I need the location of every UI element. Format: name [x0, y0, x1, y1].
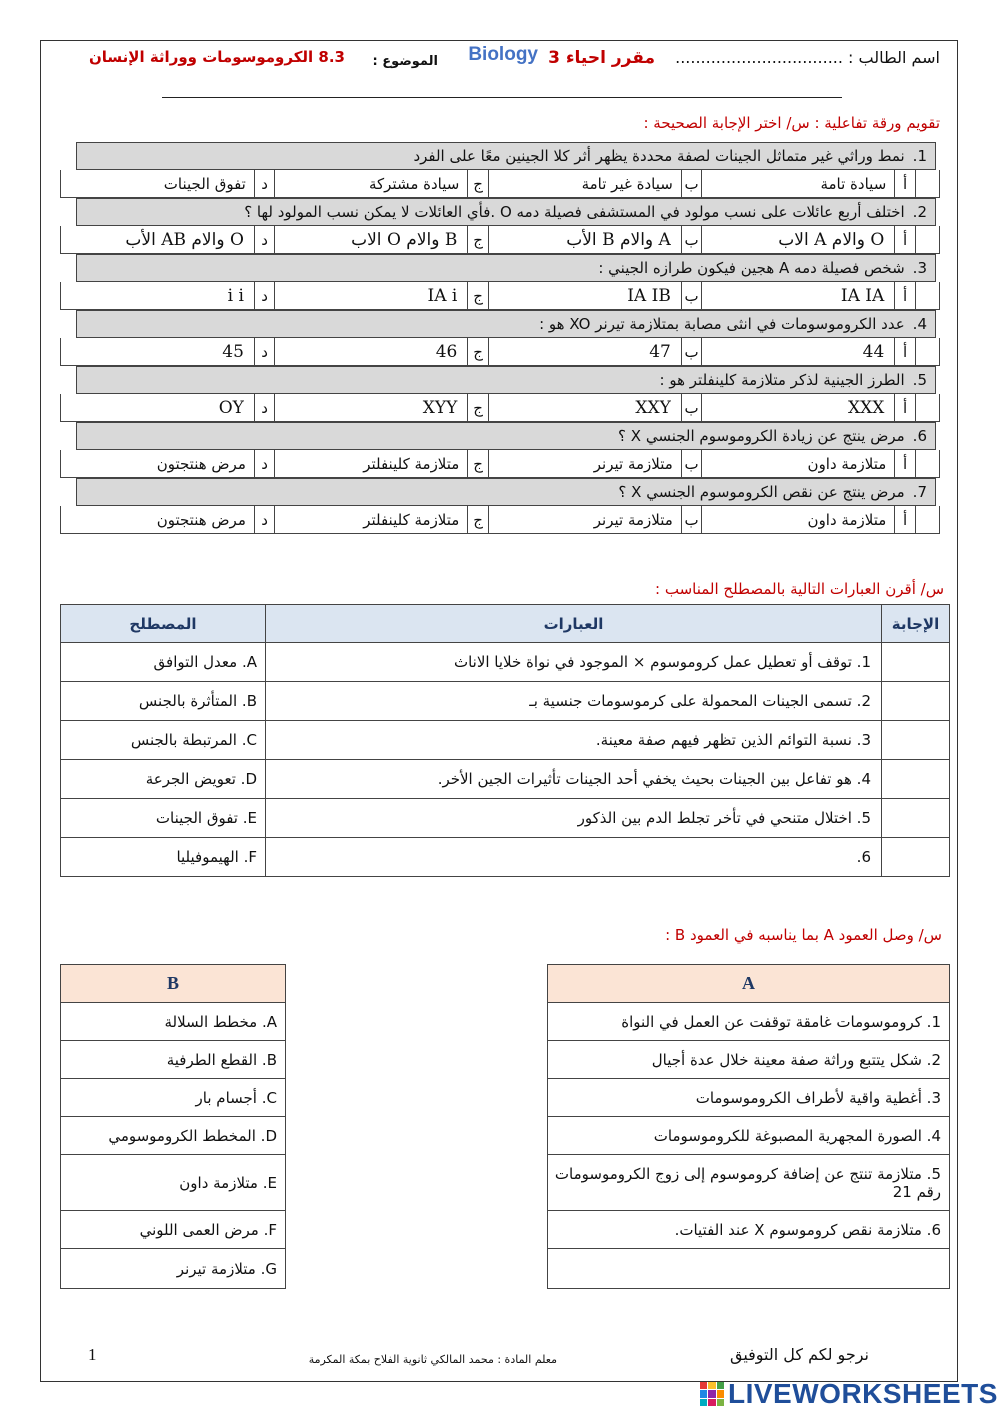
- option-letter: ب: [681, 282, 702, 309]
- option-letter: ج: [467, 450, 488, 477]
- column-b-header: B: [61, 965, 286, 1003]
- options-row: [60, 170, 940, 198]
- question-row: [76, 422, 936, 450]
- column-b-row: [61, 1079, 286, 1117]
- option-letter: أ: [894, 282, 915, 309]
- term-cell: D. تعويض الجرعة: [61, 760, 266, 799]
- option-2[interactable]: متلازمة تيرنر: [488, 506, 681, 533]
- header-divider: [162, 97, 842, 98]
- option-2[interactable]: سيادة غير تامة: [488, 170, 681, 197]
- column-a-row: [548, 1155, 950, 1211]
- column-a-row: [548, 1211, 950, 1249]
- option-3[interactable]: IA i: [274, 282, 467, 309]
- match-row: [61, 721, 950, 760]
- option-letter: ب: [681, 170, 702, 197]
- statement-cell: 2. تسمى الجينات المحمولة على كرموسومات جنسية بـ: [266, 682, 882, 721]
- mcq-title: تقويم ورقة تفاعلية : س/ اختر الإجابة الصحيحة :: [643, 114, 940, 132]
- column-a-row: [548, 1117, 950, 1155]
- option-letter: د: [254, 282, 275, 309]
- options-row: [60, 506, 940, 534]
- option-3[interactable]: سيادة مشتركة: [274, 170, 467, 197]
- question-row: [76, 198, 936, 226]
- option-1[interactable]: 44: [701, 338, 894, 365]
- topic-label: الموضوع :: [372, 54, 438, 69]
- option-spacer: [915, 506, 939, 533]
- question-text: مرض ينتج عن زيادة الكروموسوم الجنسي X ؟: [618, 427, 905, 445]
- options-row: [60, 394, 940, 422]
- question-row: [76, 254, 936, 282]
- option-1[interactable]: متلازمة داون: [701, 450, 894, 477]
- column-b-item[interactable]: E. متلازمة داون: [61, 1155, 286, 1211]
- option-letter: أ: [894, 506, 915, 533]
- option-letter: د: [254, 506, 275, 533]
- statement-cell: 4. هو تفاعل بين الجينات بحيث يخفي أحد الجينات تأثيرات الجين الأخر.: [266, 760, 882, 799]
- option-3[interactable]: XYY: [274, 394, 467, 421]
- match-row: [61, 682, 950, 721]
- question-row: [76, 478, 936, 506]
- column-a-item[interactable]: [548, 1249, 950, 1289]
- option-letter: د: [254, 394, 275, 421]
- option-4[interactable]: مرض هنتجتون: [156, 454, 246, 473]
- column-b-row: [61, 1211, 286, 1249]
- options-row: [60, 226, 940, 254]
- question-row: [76, 366, 936, 394]
- option-letter: ب: [681, 338, 702, 365]
- question-text: مرض ينتج عن نقص الكروموسوم الجنسي X ؟: [618, 483, 905, 501]
- match-table: [60, 604, 950, 877]
- option-letter: د: [254, 338, 275, 365]
- statement-cell: 3. نسبة التوائم الذين تظهر فيهم صفة معينة.: [266, 721, 882, 760]
- option-letter: ج: [467, 506, 488, 533]
- column-a-row: [548, 1041, 950, 1079]
- option-1[interactable]: XXX: [701, 394, 894, 421]
- question-text: اختلف أربع عائلات على نسب مولود في المستشفى فصيلة دمه O .فأي العائلات لا يمكن نسب المولود لها ؟: [244, 203, 905, 221]
- column-a-row: [548, 1003, 950, 1041]
- statement-cell: 1. توقف أو تعطيل عمل كروموسوم × الموجود في نواة خلايا الاناث: [266, 643, 882, 682]
- option-4[interactable]: مرض هنتجتون: [156, 510, 246, 529]
- logo-grid-cell: [717, 1390, 724, 1397]
- answer-cell[interactable]: [882, 838, 950, 877]
- option-2[interactable]: متلازمة تيرنر: [488, 450, 681, 477]
- question-number: 3.: [912, 259, 927, 277]
- option-3[interactable]: متلازمة كلينفلتر: [274, 450, 467, 477]
- question-row: [76, 310, 936, 338]
- topic-title: 8.3 الكروموسومات ووراثة الإنسان: [88, 48, 345, 66]
- options-row: [60, 450, 940, 478]
- logo-grid-cell: [700, 1390, 707, 1397]
- teacher-info: معلم المادة : محمد المالكي ثانوية الفلاح بمكة المكرمة: [308, 1353, 557, 1366]
- student-name-label: اسم الطالب : .................................: [675, 48, 940, 67]
- statement-cell: 5. اختلال متنحي في تأخر تجلط الدم بين الذكور: [266, 799, 882, 838]
- column-b-table: [60, 964, 286, 1289]
- option-letter: ج: [467, 226, 488, 253]
- mcq-section: [60, 142, 940, 534]
- option-spacer: [915, 450, 939, 477]
- column-b-item[interactable]: D. المخطط الكروموسومي: [61, 1117, 286, 1155]
- option-2[interactable]: الأب B والام A: [488, 226, 681, 253]
- option-2[interactable]: XXY: [488, 394, 681, 421]
- column-a-item[interactable]: 4. الصورة المجهرية المصبوغة للكروموسومات: [548, 1117, 950, 1155]
- course-name: مقرر احياء 3: [548, 48, 655, 68]
- option-letter: ج: [467, 394, 488, 421]
- options-row: [60, 338, 940, 366]
- column-a-item[interactable]: 6. متلازمة نقص كروموسوم X عند الفتيات.: [548, 1211, 950, 1249]
- column-a-item[interactable]: 2. شكل يتتبع وراثة صفة معينة خلال عدة أجيال: [548, 1041, 950, 1079]
- option-letter: أ: [894, 394, 915, 421]
- question-row: [76, 142, 936, 170]
- option-2[interactable]: IA IB: [488, 282, 681, 309]
- option-letter: أ: [894, 226, 915, 253]
- question-text: نمط وراثي غير متماثل الجينات لصفة محددة يظهر أثر كلا الجينين معًا على الفرد: [413, 147, 905, 165]
- question-text: شخص فصيلة دمه A هجين فيكون طرازه الجيني :: [598, 259, 905, 277]
- option-letter: ج: [467, 170, 488, 197]
- term-cell: E. تفوق الجينات: [61, 799, 266, 838]
- option-4[interactable]: OY: [218, 397, 244, 418]
- option-letter: أ: [894, 338, 915, 365]
- option-spacer: [915, 226, 939, 253]
- column-b-item[interactable]: A. مخطط السلالة: [61, 1003, 286, 1041]
- option-1[interactable]: IA IA: [701, 282, 894, 309]
- option-letter: د: [254, 450, 275, 477]
- question-number: 5.: [912, 371, 927, 389]
- answer-cell[interactable]: [882, 799, 950, 838]
- logo-grid-cell: [708, 1399, 715, 1406]
- match-row: [61, 760, 950, 799]
- match-row: [61, 643, 950, 682]
- option-spacer: [915, 394, 939, 421]
- column-a-table: [547, 964, 950, 1289]
- option-1[interactable]: سيادة تامة: [701, 170, 894, 197]
- page-number: 1: [88, 1345, 97, 1364]
- option-3[interactable]: متلازمة كلينفلتر: [274, 506, 467, 533]
- column-b-row: [61, 1117, 286, 1155]
- logo-grid-cell: [717, 1399, 724, 1406]
- column-a-header: A: [548, 965, 950, 1003]
- liveworksheets-logo: [700, 1378, 998, 1410]
- option-letter: ج: [467, 338, 488, 365]
- question-number: 6.: [912, 427, 927, 445]
- match-row: [61, 838, 950, 877]
- question-number: 2.: [912, 203, 927, 221]
- option-letter: ب: [681, 226, 702, 253]
- logo-grid-cell: [708, 1382, 715, 1389]
- column-b-row: [61, 1041, 286, 1079]
- logo-text: LIVEWORKSHEETS: [728, 1378, 998, 1409]
- options-row: [60, 282, 940, 310]
- option-letter: د: [254, 226, 275, 253]
- option-spacer: [915, 170, 939, 197]
- question-number: 4.: [912, 315, 927, 333]
- answer-cell[interactable]: [882, 643, 950, 682]
- question-number: 7.: [912, 483, 927, 501]
- question-text: عدد الكروموسومات في انثى مصابة بمتلازمة تيرنر XO هو :: [539, 315, 905, 333]
- match-row: [61, 799, 950, 838]
- term-cell: A. معدل التوافق: [61, 643, 266, 682]
- logo-grid-cell: [700, 1399, 707, 1406]
- term-cell: C. المرتبطة بالجنس: [61, 721, 266, 760]
- match-title: س/ أقرن العبارات التالية بالمصطلح المناسب :: [655, 580, 944, 598]
- column-a-row: [548, 1079, 950, 1117]
- good-luck-text: نرجو لكم كل التوفيق: [729, 1345, 869, 1364]
- logo-grid-cell: [717, 1382, 724, 1389]
- logo-grid-cell: [708, 1390, 715, 1397]
- column-b-row: [61, 1249, 286, 1289]
- option-1[interactable]: الاب A والام O: [701, 226, 894, 253]
- question-number: 1.: [912, 147, 927, 165]
- option-spacer: [915, 338, 939, 365]
- option-spacer: [915, 282, 939, 309]
- option-letter: ب: [681, 506, 702, 533]
- subject-name: Biology: [468, 44, 538, 65]
- option-3[interactable]: 46: [274, 338, 467, 365]
- column-a-item[interactable]: 1. كروموسومات غامقة توقفت عن العمل في النواة: [548, 1003, 950, 1041]
- option-letter: أ: [894, 450, 915, 477]
- column-b-item[interactable]: G. متلازمة تيرنر: [61, 1249, 286, 1289]
- column-b-item[interactable]: F. مرض العمى اللوني: [61, 1211, 286, 1249]
- option-letter: أ: [894, 170, 915, 197]
- header-answer: الإجابة: [882, 605, 950, 643]
- term-cell: F. الهيموفيليا: [61, 838, 266, 877]
- column-b-item[interactable]: C. أجسام بار: [61, 1079, 286, 1117]
- option-4[interactable]: 45: [222, 341, 244, 362]
- question-text: الطرز الجينية لذكر متلازمة كلينفلتر هو :: [659, 371, 905, 389]
- column-a-row: [548, 1249, 950, 1289]
- header-statements: العبارات: [266, 605, 882, 643]
- header-term: المصطلح: [61, 605, 266, 643]
- answer-cell[interactable]: [882, 682, 950, 721]
- answer-cell[interactable]: [882, 760, 950, 799]
- option-1[interactable]: متلازمة داون: [701, 506, 894, 533]
- answer-cell[interactable]: [882, 721, 950, 760]
- connect-title: س/ وصل العمود A بما يناسبه في العمود B :: [665, 926, 942, 944]
- column-b-row: [61, 1003, 286, 1041]
- option-letter: ج: [467, 282, 488, 309]
- term-cell: B. المتأثرة بالجنس: [61, 682, 266, 721]
- option-3[interactable]: الاب O والام B: [274, 226, 467, 253]
- column-b-row: [61, 1155, 286, 1211]
- statement-cell: 6.: [266, 838, 882, 877]
- option-4[interactable]: i i: [227, 285, 244, 306]
- column-a-item[interactable]: 3. أغطية واقية لأطراف الكروموسومات: [548, 1079, 950, 1117]
- column-b-item[interactable]: B. القطع الطرفية: [61, 1041, 286, 1079]
- option-letter: ب: [681, 450, 702, 477]
- column-a-item[interactable]: 5. متلازمة تنتج عن إضافة كروموسوم إلى زوج الكروموسومات رقم 21: [548, 1155, 950, 1211]
- option-letter: ب: [681, 394, 702, 421]
- option-letter: د: [254, 170, 275, 197]
- option-4[interactable]: الأب AB والام O: [125, 229, 244, 250]
- option-4[interactable]: تفوق الجينات: [163, 174, 246, 193]
- logo-grid-cell: [700, 1382, 707, 1389]
- option-2[interactable]: 47: [488, 338, 681, 365]
- logo-grid-icon: [700, 1382, 724, 1406]
